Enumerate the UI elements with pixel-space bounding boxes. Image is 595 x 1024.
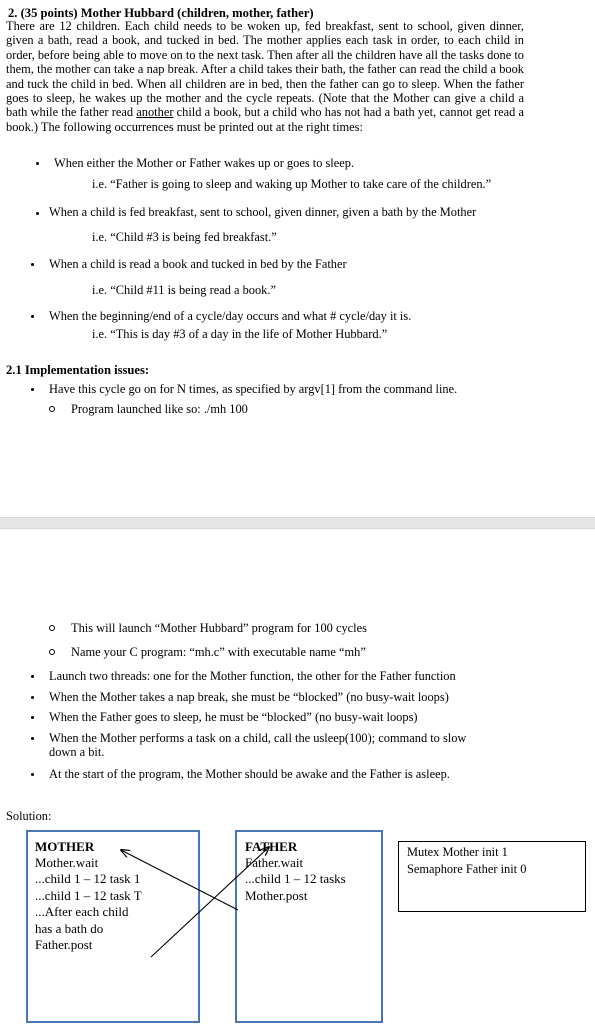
father-line: ...child 1 – 12 tasks [245, 871, 346, 887]
problem-heading: 2. (35 points) Mother Hubbard (children, mother, father) [8, 6, 314, 20]
event-example-2: i.e. “Child #3 is being fed breakfast.” [92, 230, 277, 244]
father-line: Father.wait [245, 855, 304, 870]
post-arrow-father-to-mother [121, 850, 238, 910]
sub-bullet-icon [49, 406, 55, 412]
father-line: Mother.post [245, 887, 308, 903]
intro-text-a: There are 12 children. Each child needs to be woken up, fed breakfast, sent to school, given dinner, given a bath, read a book, and tucked in bed. The mother applies each task in order, to each child in order, before being able to move on to the next task. Then after all the children have all the tasks done to them, the mother can take a nap break. After a child takes their bath, the father can read the child a book and tuck the child in bed. When all children are in bed, then the father can go to sleep. When the father goes to sleep, he wakes up the mother and the cycle repeats. (Note that the Mother can give a child a bath while the father read [6, 19, 524, 120]
event-example-3: i.e. “Child #11 is being read a book.” [92, 283, 276, 297]
implementation-bullet-5-continued: down a bit. [49, 745, 105, 759]
arrows-diagram [0, 529, 595, 1024]
intro-underlined-word: another [136, 105, 174, 120]
mother-title: MOTHER [35, 839, 95, 854]
implementation-bullet-4: When the Father goes to sleep, he must be “blocked” (no busy-wait loops) [49, 710, 418, 724]
implementation-sub-1: Program launched like so: ./mh 100 [71, 402, 248, 416]
implementation-bullet-5: When the Mother performs a task on a child, call the usleep(100); command to slow [49, 731, 467, 745]
bullet-icon [36, 212, 39, 215]
event-example-4: i.e. “This is day #3 of a day in the life of Mother Hubbard.” [92, 327, 388, 341]
event-example-1: i.e. “Father is going to sleep and waking up Mother to take care of the children.” [92, 177, 492, 191]
implementation-bullet-6: At the start of the program, the Mother should be awake and the Father is asleep. [49, 767, 450, 781]
post-arrow-mother-to-father [151, 847, 269, 957]
implementation-bullet-2: Launch two threads: one for the Mother function, the other for the Father function [49, 669, 456, 683]
page-separator [0, 517, 595, 529]
intro-text-b: child a book, but a child who has not had a bath yet, cannot get read a book.) The following occurrences must be printed out at the right times: [6, 105, 524, 134]
event-bullet-4: When the beginning/end of a cycle/day occurs and what # cycle/day it is. [49, 309, 412, 323]
implementation-bullet-3: When the Mother takes a nap break, she must be “blocked” (no busy-wait loops) [49, 690, 449, 704]
semaphore-note: Semaphore Father init 0 [407, 861, 527, 876]
event-bullet-1: When either the Mother or Father wakes up or goes to sleep. [54, 156, 355, 170]
mother-line: has a bath do [35, 920, 104, 936]
bullet-icon [31, 263, 34, 266]
mother-line: ...child 1 – 12 task 1 [35, 871, 141, 887]
bullet-icon [31, 388, 34, 391]
event-bullet-3: When a child is read a book and tucked in bed by the Father [49, 257, 347, 271]
problem-intro [6, 19, 524, 134]
implementation-sub-2: This will launch “Mother Hubbard” program for 100 cycles [71, 621, 367, 635]
father-title: FATHER [245, 839, 298, 854]
bullet-icon [31, 315, 34, 318]
mother-line: ...After each child [35, 904, 129, 920]
mutex-note: Mutex Mother init 1 [407, 845, 508, 859]
implementation-heading: 2.1 Implementation issues: [6, 363, 150, 377]
mother-line: Mother.wait [35, 855, 99, 870]
mother-line: Father.post [35, 937, 93, 953]
bullet-icon [36, 162, 39, 165]
document-page-2 [0, 529, 595, 1024]
mother-line: ...child 1 – 12 task T [35, 887, 142, 903]
solution-label: Solution: [6, 809, 52, 823]
implementation-sub-3: Name your C program: “mh.c” with executable name “mh” [71, 645, 366, 659]
implementation-bullet-1: Have this cycle go on for N times, as specified by argv[1] from the command line. [49, 382, 458, 396]
event-bullet-2: When a child is fed breakfast, sent to school, given dinner, given a bath by the Mother [49, 205, 477, 219]
